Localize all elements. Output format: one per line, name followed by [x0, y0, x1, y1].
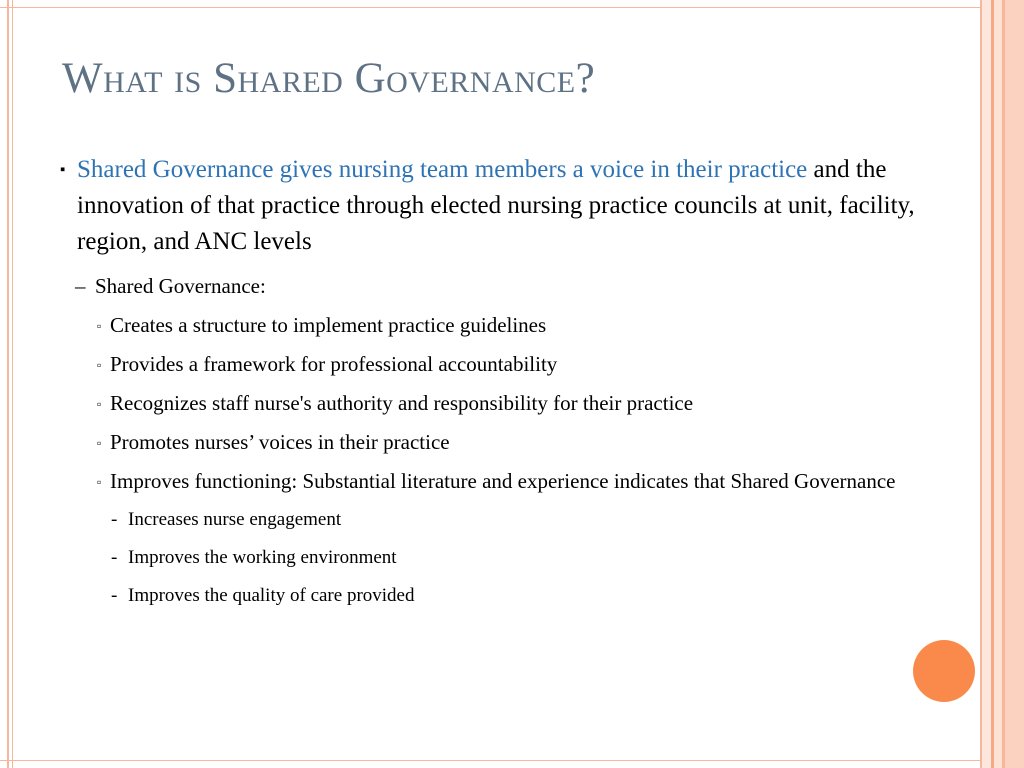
sub-list-item	[60, 505, 945, 535]
list-item	[60, 466, 945, 497]
sub-list-item-text: Improves the quality of care provided	[128, 585, 415, 606]
hollow-square-bullet-icon: ▫	[97, 397, 102, 411]
slide-body	[60, 152, 945, 611]
list-item	[60, 427, 945, 458]
square-bullet-icon: ▪	[60, 162, 66, 178]
dash-bullet-icon: -	[111, 585, 118, 606]
dash-bullet-icon: –	[75, 274, 86, 298]
band	[1005, 0, 1024, 768]
sub-list-item	[60, 543, 945, 573]
main-bullet-point	[60, 152, 945, 260]
frame-top-line	[0, 7, 1024, 8]
hollow-square-bullet-icon: ▫	[97, 436, 102, 450]
hollow-square-bullet-icon: ▫	[97, 319, 102, 333]
list-item	[60, 349, 945, 380]
hollow-square-bullet-icon: ▫	[97, 475, 102, 489]
frame-bottom-line	[0, 760, 1024, 761]
slide-title: What is Shared Governance?	[62, 55, 596, 102]
band	[994, 0, 1002, 768]
dash-bullet-icon: -	[111, 547, 118, 568]
list-item-text: Improves functioning: Substantial literature and experience indicates that Shared Governance	[110, 469, 896, 493]
highlighted-text: Shared Governance gives nursing team members a voice in their practice	[77, 156, 808, 183]
accent-circle	[913, 640, 975, 702]
list-item-text: Creates a structure to implement practice guidelines	[110, 313, 547, 337]
list-item-text: Provides a framework for professional accountability	[110, 352, 558, 376]
sub-point	[60, 270, 945, 302]
list-item	[60, 310, 945, 341]
sub-list-item-text: Improves the working environment	[128, 547, 397, 568]
sub-list-item	[60, 581, 945, 611]
frame-left-line	[7, 0, 9, 768]
list-item-text: Promotes nurses’ voices in their practice	[110, 430, 450, 454]
frame-left-inner-line	[12, 0, 13, 768]
dash-bullet-icon: -	[111, 509, 118, 530]
hollow-square-bullet-icon: ▫	[97, 358, 102, 372]
list-item-text: Recognizes staff nurse's authority and responsibility for their practice	[110, 391, 694, 415]
sub-point-text: Shared Governance:	[95, 274, 266, 298]
band	[982, 0, 991, 768]
main-point-text: and the innovation of that practice through elected nursing practice councils at unit, facility, region, and ANC levels	[77, 156, 915, 255]
list-item	[60, 388, 945, 419]
right-decorative-bands	[980, 0, 1024, 768]
sub-list-item-text: Increases nurse engagement	[128, 509, 342, 530]
